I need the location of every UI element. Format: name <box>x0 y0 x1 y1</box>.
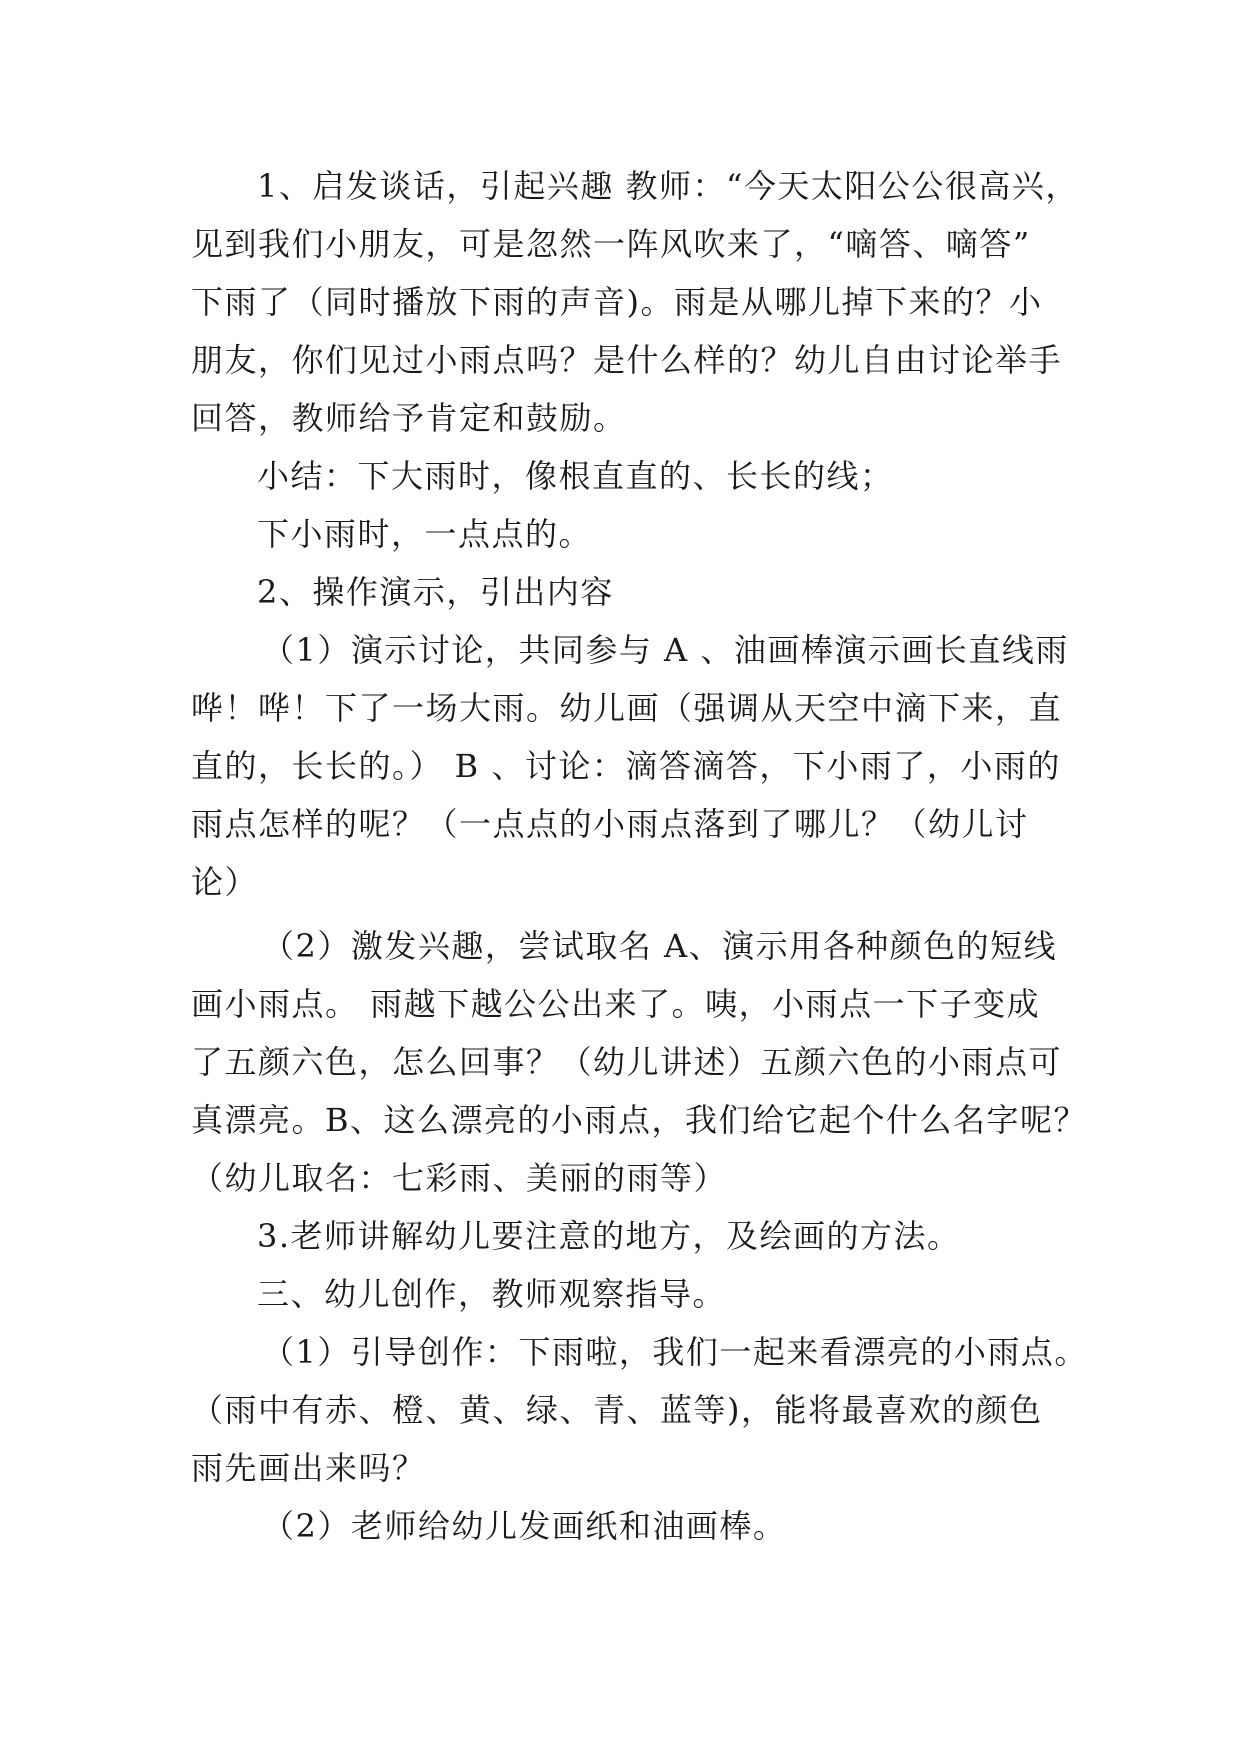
text-line: 3.老师讲解幼儿要注意的地方，及绘画的方法。 <box>257 1217 961 1255</box>
text-line: 雨先画出来吗？ <box>191 1449 426 1487</box>
text-line: 哗！哗！下了一场大雨。幼儿画（强调从天空中滴下来，直 <box>191 689 1063 727</box>
text-line: 下雨了（同时播放下雨的声音)。雨是从哪儿掉下来的？小 <box>191 283 1043 321</box>
text-line: 朋友，你们见过小雨点吗？是什么样的？幼儿自由讨论举手 <box>191 341 1063 379</box>
text-line: 真漂亮。B、这么漂亮的小雨点，我们给它起个什么名字呢？ <box>191 1101 1088 1139</box>
text-line: 了五颜六色，怎么回事？（幼儿讲述）五颜六色的小雨点可 <box>191 1043 1063 1081</box>
text-line: 画小雨点。 雨越下越公公出来了。咦，小雨点一下子变成 <box>191 985 1041 1023</box>
text-line: （1）引导创作：下雨啦，我们一起来看漂亮的小雨点。 <box>262 1333 1088 1371</box>
section-heading: 2、操作演示，引出内容 <box>257 573 614 611</box>
text-line: 雨点怎样的呢？（一点点的小雨点落到了哪儿？（幼儿讨 <box>191 805 1029 843</box>
text-line: 回答，教师给予肯定和鼓励。 <box>191 399 627 437</box>
text-line: 下小雨时，一点点的。 <box>257 515 593 553</box>
text-line: 1、启发谈话，引起兴趣 教师：“今天太阳公公很高兴， <box>257 167 1079 205</box>
text-line: （1）演示讨论，共同参与 A 、油画棒演示画长直线雨 <box>262 631 1069 669</box>
text-line: 小结：下大雨时，像根直直的、长长的线； <box>257 457 894 495</box>
text-line: 论） <box>191 863 259 901</box>
text-line: （2）激发兴趣，尝试取名 A、演示用各种颜色的短线 <box>262 927 1058 965</box>
section-heading: 三、幼儿创作，教师观察指导。 <box>257 1275 727 1313</box>
text-line: 见到我们小朋友，可是忽然一阵风吹来了，“嘀答、嘀答” <box>191 225 1031 263</box>
text-line: 直的，长长的。） B 、讨论：滴答滴答，下小雨了，小雨的 <box>191 747 1061 785</box>
text-line: （幼儿取名：七彩雨、美丽的雨等） <box>191 1159 728 1197</box>
text-line: （2）老师给幼儿发画纸和油画棒。 <box>262 1507 787 1545</box>
text-line: （雨中有赤、橙、黄、绿、青、蓝等)，能将最喜欢的颜色 <box>191 1391 1043 1429</box>
